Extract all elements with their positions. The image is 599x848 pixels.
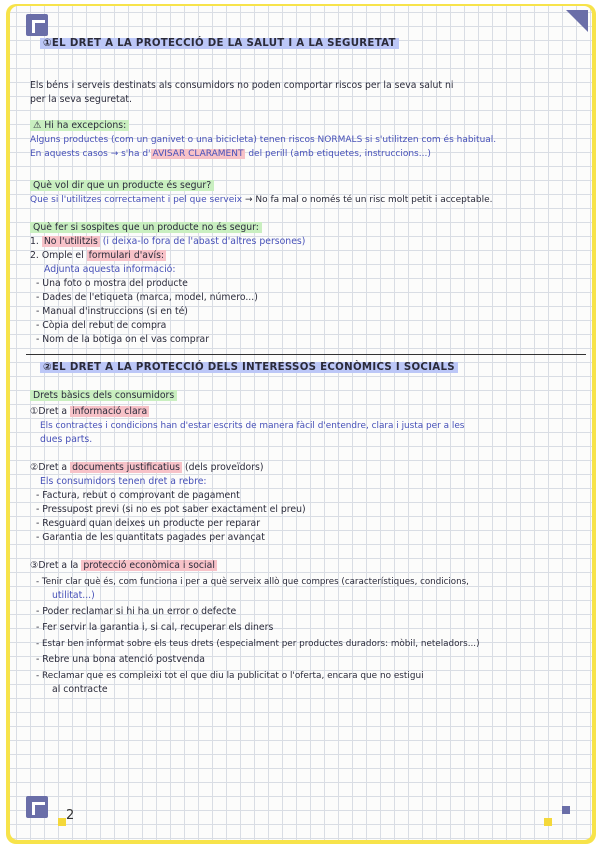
list-item: - Còpia del rebut de compra <box>36 320 167 331</box>
right-2-text: Els consumidors tenen dret a rebre: <box>40 476 207 487</box>
list-item: - Reclamar que es compleixi tot el que diu la publicitat o l'oferta, encara que no estigui <box>36 671 424 681</box>
intro-line: Els béns i serveis destinats als consumidors no poden comportar riscos per la seva salut ni <box>30 80 454 91</box>
decor-square <box>544 818 552 826</box>
list-item: - Poder reclamar si hi ha un error o defecte <box>36 606 237 617</box>
right-1-text: Els contractes i condicions han d'estar escrits de manera fàcil d'entendre, clara i justa per a les <box>40 421 465 431</box>
step-1: 1. No l'utilitzis (i deixa-lo fora de l'abast d'altres persones) <box>30 236 306 247</box>
suspect-question: Què fer si sospites que un producte no és segur: <box>30 222 262 234</box>
section-1-title: ①EL DRET A LA PROTECCIÓ DE LA SALUT I A LA SEGURETAT <box>40 38 399 50</box>
list-item: - Fer servir la garantia i, si cal, recuperar els diners <box>36 622 274 633</box>
safe-answer: Que si l'utilitzes correctament i pel que serveix → No fa mal o només té un risc molt petit i acceptable. <box>30 195 493 205</box>
list-item: - Rebre una bona atenció postvenda <box>36 654 205 665</box>
exceptions-line: Alguns productes (com un ganivet o una bicicleta) tenen riscos NORMALS si s'utilitzen com és habitual. <box>30 135 497 145</box>
safe-question: Què vol dir que un producte és segur? <box>30 180 214 192</box>
right-2: ②Dret a documents justificatius (dels proveïdors) <box>30 462 264 473</box>
right-1-text: dues parts. <box>40 434 93 445</box>
right-3: ③Dret a la protecció econòmica i social <box>30 560 215 571</box>
list-item: - Estar ben informat sobre els teus drets (especialment per productes duradors: mòbil, neteladors...) <box>36 639 480 649</box>
decor-square <box>562 806 570 814</box>
attach-label: Adjunta aquesta informació: <box>44 264 176 275</box>
list-item: - Resguard quan deixes un producte per reparar <box>36 518 261 529</box>
list-item: al contracte <box>52 684 108 695</box>
list-item: - Dades de l'etiqueta (marca, model, número...) <box>36 292 258 303</box>
decor-square <box>58 818 66 826</box>
list-item: - Factura, rebut o comprovant de pagament <box>36 490 240 501</box>
list-item: utilitat...) <box>52 590 95 601</box>
section-2-title: ②EL DRET A LA PROTECCIÓ DELS INTERESSOS ECONÒMICS I SOCIALS <box>40 362 458 374</box>
page-number: 2 <box>66 808 75 823</box>
basic-rights-heading: Drets bàsics dels consumidors <box>30 390 177 402</box>
intro-line: per la seva seguretat. <box>30 94 132 105</box>
step-2: 2. Omple el formulari d'avís: <box>30 250 165 261</box>
right-1: ①Dret a informació clara <box>30 406 148 417</box>
list-item: - Garantia de les quantitats pagades per avançat <box>36 532 265 543</box>
corner-logo-icon <box>26 14 48 36</box>
section-divider <box>26 354 586 355</box>
list-item: - Nom de la botiga on el vas comprar <box>36 334 210 345</box>
list-item: - Pressupost previ (si no es pot saber exactament el preu) <box>36 504 306 515</box>
list-item: - Manual d'instruccions (si en té) <box>36 306 188 317</box>
corner-logo-icon <box>26 796 48 818</box>
exceptions-line: En aquests casos → s'ha d' AVISAR CLARAMENT del perill (amb etiquetes, instruccions...) <box>30 149 431 159</box>
exceptions-heading: ⚠ Hi ha excepcions: <box>30 120 129 132</box>
list-item: - Una foto o mostra del producte <box>36 278 188 289</box>
corner-triangle-icon <box>566 10 588 32</box>
list-item: - Tenir clar què és, com funciona i per a què serveix allò que compres (característiques, condicions, <box>36 577 469 587</box>
